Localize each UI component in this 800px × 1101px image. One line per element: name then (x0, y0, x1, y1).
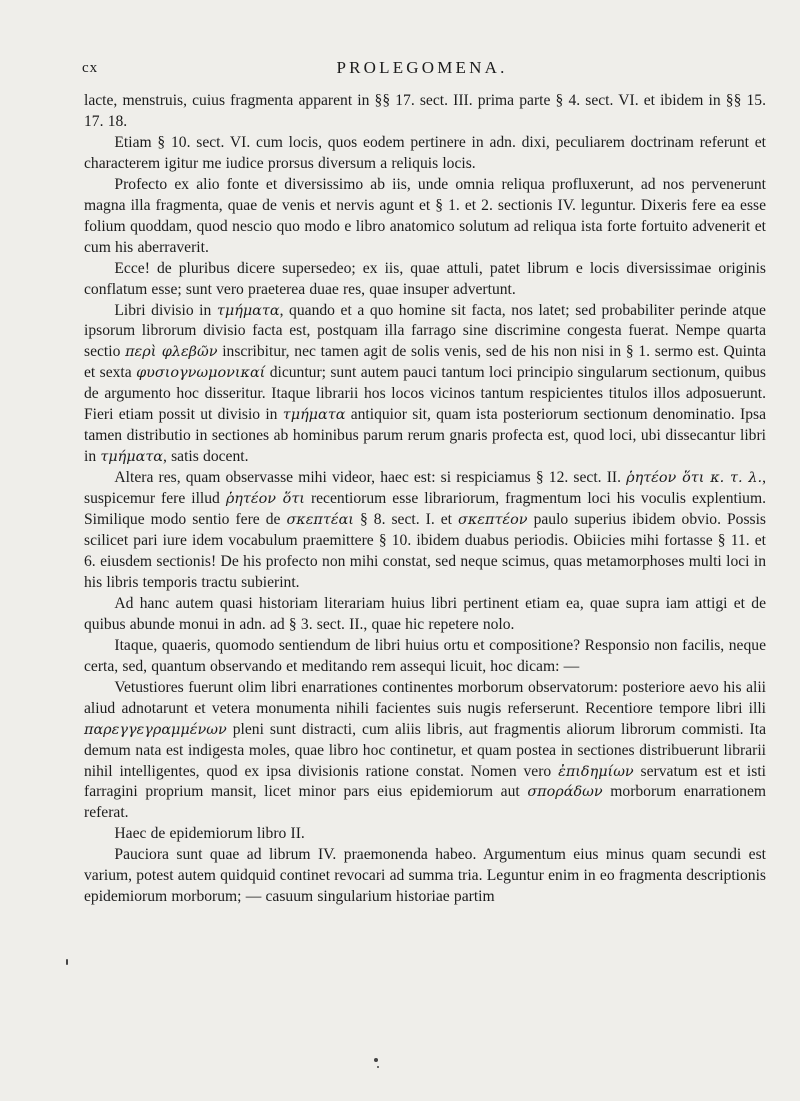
text-run: § 8. sect. I. et (353, 511, 459, 529)
greek-term: ῥητέον ὅτι κ. τ. λ. (626, 470, 763, 487)
paragraph (84, 678, 766, 825)
paragraph (84, 91, 766, 133)
text-run: Itaque, quaeris, quomodo sentiendum de libri huius ortu et compositione? Responsio non facilis, neque certa, sed, quantum observando et meditando rem assequi licuit, hoc dicam: — (84, 636, 766, 675)
paragraph (84, 468, 766, 594)
greek-term: σποράδων (527, 784, 603, 801)
text-run: Haec de epidemiorum libro II. (114, 825, 305, 843)
text-run: inscribitur, nec tamen agit de solis venis, sed de his non nisi in § 1. sermo est. Quinta et sexta (84, 343, 766, 382)
running-head: PROLEGOMENA. (336, 58, 508, 77)
text-run: pleni sunt distracti, cum aliis libris, aut fragmentis aliorum librorum commisti. Ita demum nata est indigesta moles, quae libro hoc continetur, et quam postea in sectiones distribuerunt librarii nihil intelligentes, quod ex ipsa divisionis ratione constat. Nomen vero (84, 720, 766, 780)
text-run: servatum est et isti farragini proprium mansit, licet minor pars eius epidemiorum aut (84, 762, 766, 801)
greek-term: φυσιογνωμονικαί (136, 365, 266, 382)
paragraph (84, 259, 766, 301)
print-speck (374, 1058, 378, 1062)
print-speck (66, 959, 68, 965)
greek-term: παρεγγεγραμμένων (84, 721, 227, 738)
text-run: Etiam § 10. sect. VI. cum locis, quos eodem pertinere in adn. dixi, peculiarem doctrinam referunt et characterem igitur me iudice prorsus diversum a reliquis locis. (84, 133, 766, 172)
text-run: paulo superius ibidem obvio. Possis scilicet pari iure idem vocabulum praemittere § 10. ibidem duabus periodis. Obiicies mihi fortasse § 11. et 6. eiusdem sectionis! De his profecto non mihi constat, sed neque scimus, quas metamorphoses multi loci in his libris temporis tractu subierint. (84, 511, 766, 591)
text-run: morborum enarrationem referat. (84, 783, 766, 822)
text-run: Pauciora sunt quae ad librum IV. praemonenda habeo. Argumentum eius minus quam secundi est varium, potest autem quidquid continet revocari ad summa tria. Leguntur enim in eo fragmenta descriptionis epidemiorum morborum; — casuum singularium historiae partim (84, 846, 766, 906)
text-run: Altera res, quam observasse mihi videor, haec est: si respiciamus § 12. sect. II. (114, 469, 627, 487)
text-run: , quando et a quo homine sit facta, nos latet; sed probabiliter perinde atque ipsorum librorum divisio facta est, postquam illa farrago sine discrimine congesta fuerat. Nempe quarta sectio (84, 301, 766, 361)
print-speck (377, 1066, 379, 1068)
text-run: Vetustiores fuerunt olim libri enarrationes continentes morborum observatorum: posteriore aevo his alii aliud adnotarunt et vetera monumenta nihili facientes suis nugis referserunt. Recentiore tempore libri illi (84, 678, 766, 717)
greek-term: περὶ φλεβῶν (125, 344, 218, 361)
text-run: Ad hanc autem quasi historiam literariam huius libri pertinent etiam ea, quae supra iam attigi et de quibus abunde monui in adn. ad § 3. sect. II., quae hic repetere nolo. (84, 594, 766, 633)
greek-term: τμήματα (282, 407, 346, 424)
paragraph (84, 636, 766, 678)
paragraph (84, 845, 766, 908)
page-number: cx (82, 60, 99, 76)
text-run: , suspicemur fere illud (84, 469, 766, 508)
greek-term: σκεπτέαι (286, 512, 354, 529)
text-run: dicuntur; sunt autem pauci tantum loci principio singularum sectionum, quibus de argumento hoc disseritur. Itaque librarii hos locos vicinos tantum respicientes titulos illos adposuerunt. Fieri etiam possit ut divisio in (84, 364, 766, 424)
body-text (84, 91, 766, 908)
text-run: lacte, menstruis, cuius fragmenta apparent in §§ 17. sect. III. prima parte § 4. sect. VI. et ibidem in §§ 15. 17. 18. (84, 92, 766, 130)
text-run: recentiorum esse librariorum, fragmentum loci his voculis explentium. Similique modo sentio fere de (84, 490, 766, 529)
greek-term: σκεπτέον (458, 512, 528, 529)
greek-term: τμήματα (216, 302, 280, 319)
paragraph (84, 301, 766, 469)
paragraph (84, 594, 766, 636)
greek-term: ἐπιδημίων (558, 763, 634, 780)
text-run: Libri divisio in (114, 301, 217, 319)
paragraph (84, 175, 766, 259)
greek-term: τμήματα (100, 449, 164, 466)
paragraph (84, 824, 766, 845)
greek-term: ῥητέον ὅτι (225, 491, 305, 508)
text-run: , satis docent. (163, 448, 249, 466)
text-run: Ecce! de pluribus dicere supersedeo; ex iis, quae attuli, patet librum e locis diversissimae originis conflatum esse; sunt vero praeterea duae res, quae insuper advertunt. (84, 259, 766, 298)
text-run: Profecto ex alio fonte et diversissimo ab iis, unde omnia reliqua profluxerunt, ad nos pervenerunt magna illa fragmenta, quae de venis et nervis agunt et § 1. et 2. sectionis IV. leguntur. Dixeris fere ea esse folium quoddam, quod nescio quo modo e libro anatomico solutum ad reliqua ista forte fortuito advenerit et cum his aberraverit. (84, 175, 766, 256)
text-run: antiquior sit, quam ista posteriorum sectionum denominatio. Ipsa tamen distributio in sectiones ab hominibus parum rerum gnaris profecta est, quod loci, ubi dissecantur libri in (84, 406, 767, 466)
paragraph (84, 133, 766, 175)
page-header (82, 58, 762, 82)
